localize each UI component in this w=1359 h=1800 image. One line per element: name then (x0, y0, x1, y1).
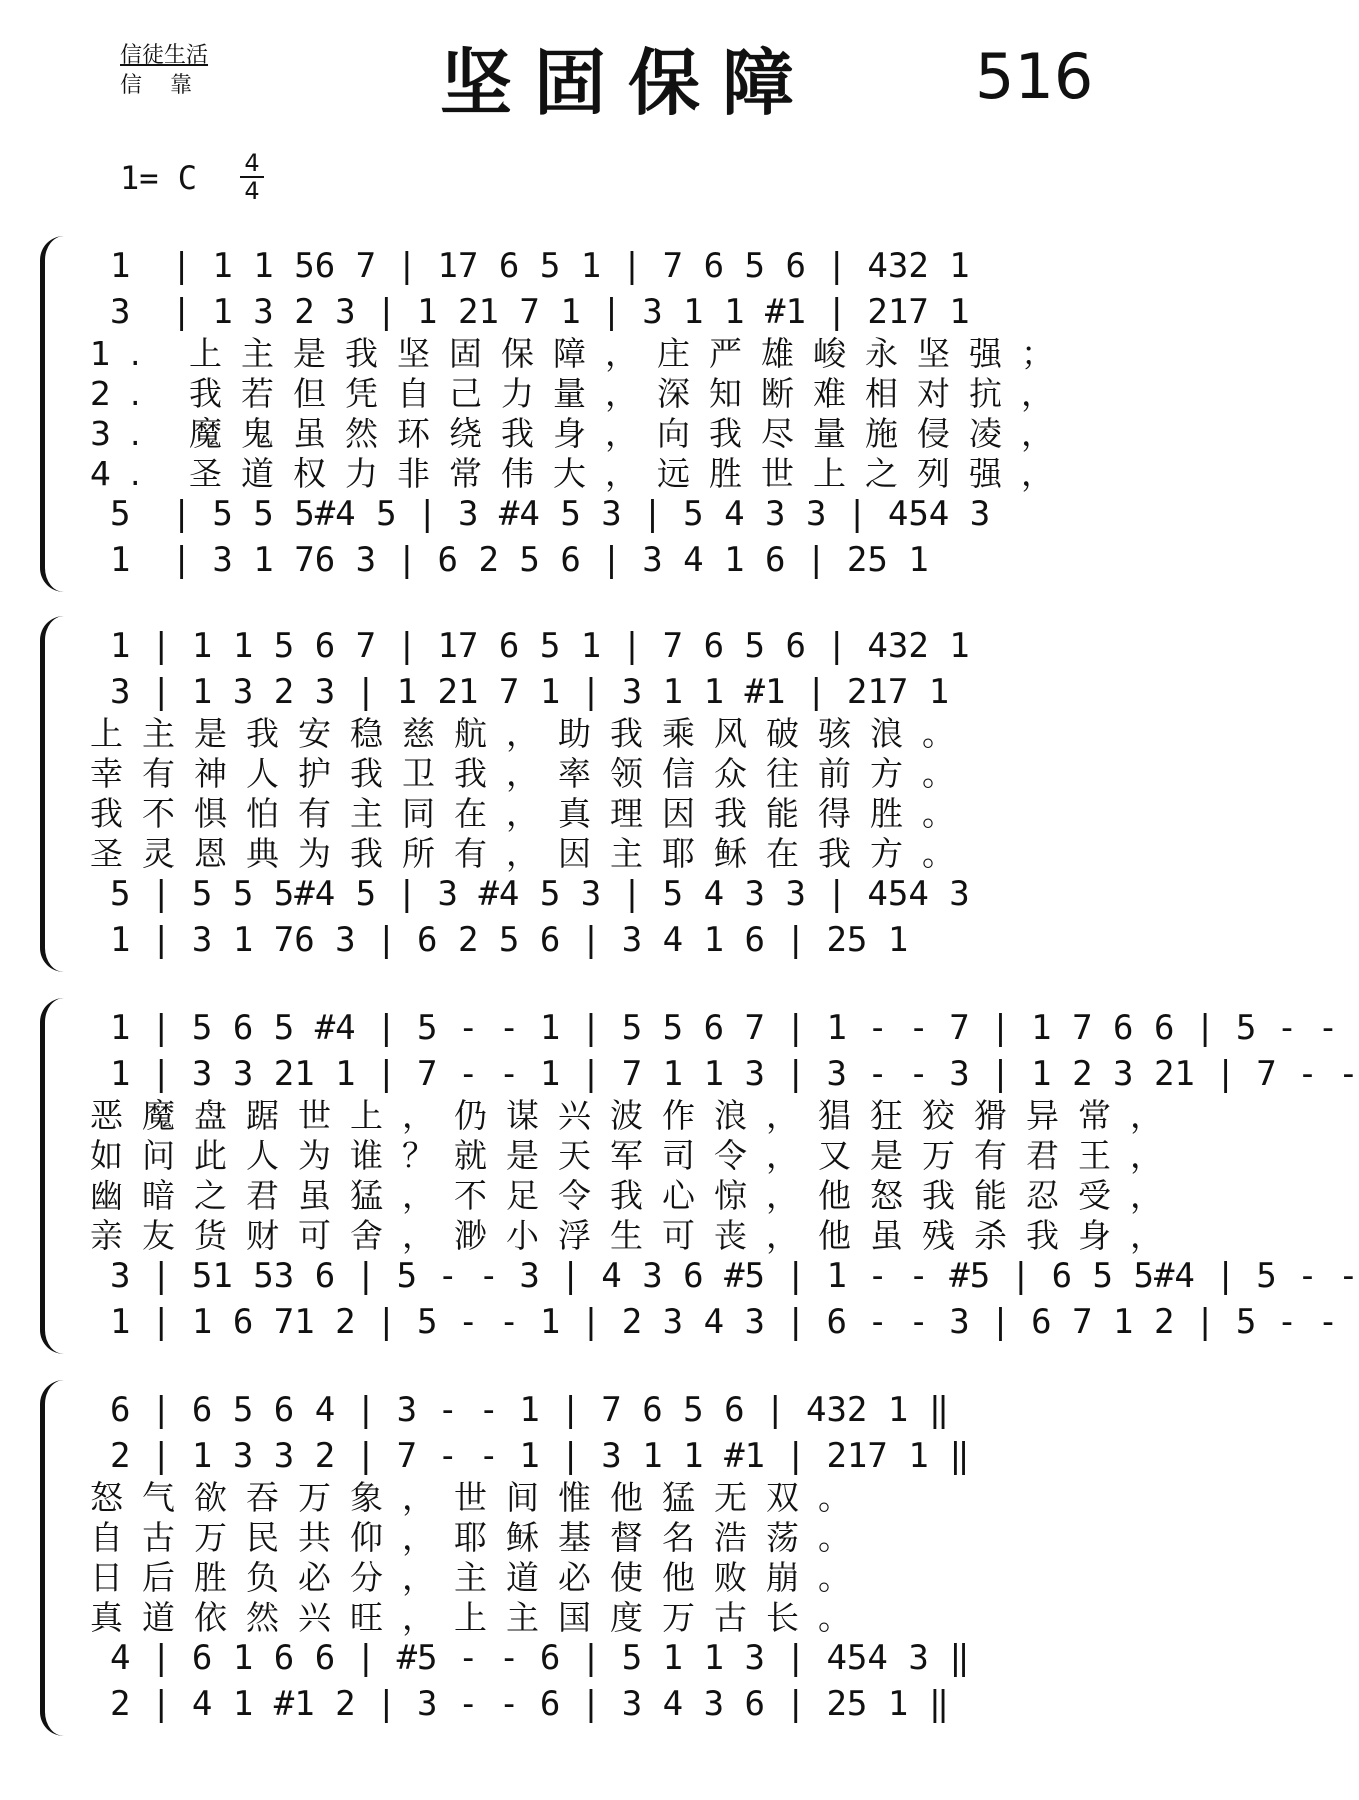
music-system-2 (40, 608, 1160, 980)
verse-2-lyrics: 自古万民共仰，耶稣基督名浩荡。 (90, 1518, 870, 1557)
soprano-line: 1 | 1 1 5 6 7 | 17 6 5 1 | 7 6 5 6 | 432 1 (110, 626, 970, 666)
verse-1-lyrics: 恶魔盘踞世上，仍谋兴波作浪，猖狂狡猾异常， (90, 1096, 1182, 1135)
bass-line: 1 | 1 6 71 2 | 5 - - 1 | 2 3 4 3 | 6 - - 3 | 6 7 1 2 | 5 - - (110, 1302, 1339, 1342)
soprano-line: 1 | 5 6 5 #4 | 5 - - 1 | 5 5 6 7 | 1 - - 7 | 1 7 6 6 | 5 - - (110, 1008, 1339, 1048)
category-label: 信徒生活 (120, 43, 209, 68)
verse-1-lyrics: 上主是我安稳慈航，助我乘风破骇浪。 (90, 714, 974, 753)
system-bracket (40, 616, 75, 972)
hymn-number: 516 (975, 40, 1094, 113)
soprano-line: 1 | 1 1 56 7 | 17 6 5 1 | 7 6 5 6 | 432 1 (110, 246, 970, 286)
verse-3-lyrics: 日后胜负必分，主道必使他败崩。 (90, 1558, 870, 1597)
tenor-line: 5 | 5 5 5#4 5 | 3 #4 5 3 | 5 4 3 3 | 454 3 (110, 494, 991, 534)
bass-line: 2 | 4 1 #1 2 | 3 - - 6 | 3 4 3 6 | 25 1 ‖ (110, 1684, 950, 1724)
system-bracket (40, 1380, 75, 1736)
verse-4-lyrics: 真道依然兴旺，上主国度万古长。 (90, 1598, 870, 1637)
verse-1-lyrics: 1. 上主是我坚固保障，庄严雄峻永坚强； (90, 334, 1073, 373)
key-signature: 1= C (120, 159, 198, 197)
time-signature (240, 150, 264, 204)
alto-line: 3 | 1 3 2 3 | 1 21 7 1 | 3 1 1 #1 | 217 1 (110, 292, 970, 332)
alto-line: 1 | 3 3 21 1 | 7 - - 1 | 7 1 1 3 | 3 - - 3 | 1 2 3 21 | 7 - - (110, 1054, 1359, 1094)
bass-line: 1 | 3 1 76 3 | 6 2 5 6 | 3 4 1 6 | 25 1 (110, 540, 929, 580)
soprano-line: 6 | 6 5 6 4 | 3 - - 1 | 7 6 5 6 | 432 1 ‖ (110, 1390, 950, 1430)
system-bracket (40, 236, 75, 592)
time-signature-numerator: 4 (240, 150, 264, 178)
time-signature-denominator: 4 (244, 177, 260, 205)
tenor-line: 4 | 6 1 6 6 | #5 - - 6 | 5 1 1 3 | 454 3 ‖ (110, 1638, 970, 1678)
verse-4-lyrics: 亲友货财可舍，渺小浮生可丧，他虽残杀我身， (90, 1216, 1182, 1255)
bass-line: 1 | 3 1 76 3 | 6 2 5 6 | 3 4 1 6 | 25 1 (110, 920, 909, 960)
verse-4-lyrics: 圣灵恩典为我所有，因主耶稣在我方。 (90, 834, 974, 873)
verse-2-lyrics: 如问此人为谁？就是天军司令，又是万有君王， (90, 1136, 1182, 1175)
verse-2-lyrics: 2. 我若但凭自己力量，深知断难相对抗， (90, 374, 1073, 413)
music-system-1 (40, 228, 1160, 600)
tenor-line: 5 | 5 5 5#4 5 | 3 #4 5 3 | 5 4 3 3 | 454 3 (110, 874, 970, 914)
hymn-title: 坚固保障 (440, 40, 817, 125)
verse-3-lyrics: 我不惧怕有主同在，真理因我能得胜。 (90, 794, 974, 833)
alto-line: 3 | 1 3 2 3 | 1 21 7 1 | 3 1 1 #1 | 217 1 (110, 672, 950, 712)
music-system-3 (40, 990, 1359, 1362)
tenor-line: 3 | 51 53 6 | 5 - - 3 | 4 3 6 #5 | 1 - - #5 | 6 5 5#4 | 5 - - (110, 1256, 1359, 1296)
verse-3-lyrics: 幽暗之君虽猛，不足令我心惊，他怒我能忍受， (90, 1176, 1182, 1215)
verse-1-lyrics: 怒气欲吞万象，世间惟他猛无双。 (90, 1478, 870, 1517)
subcategory-label: 信 靠 (120, 73, 192, 98)
system-bracket (40, 998, 75, 1354)
verse-4-lyrics: 4. 圣道权力非常伟大，远胜世上之列强， (90, 454, 1073, 493)
alto-line: 2 | 1 3 3 2 | 7 - - 1 | 3 1 1 #1 | 217 1 ‖ (110, 1436, 970, 1476)
music-system-4 (40, 1372, 970, 1744)
verse-2-lyrics: 幸有神人护我卫我，率领信众往前方。 (90, 754, 974, 793)
verse-3-lyrics: 3. 魔鬼虽然环绕我身，向我尽量施侵凌， (90, 414, 1073, 453)
